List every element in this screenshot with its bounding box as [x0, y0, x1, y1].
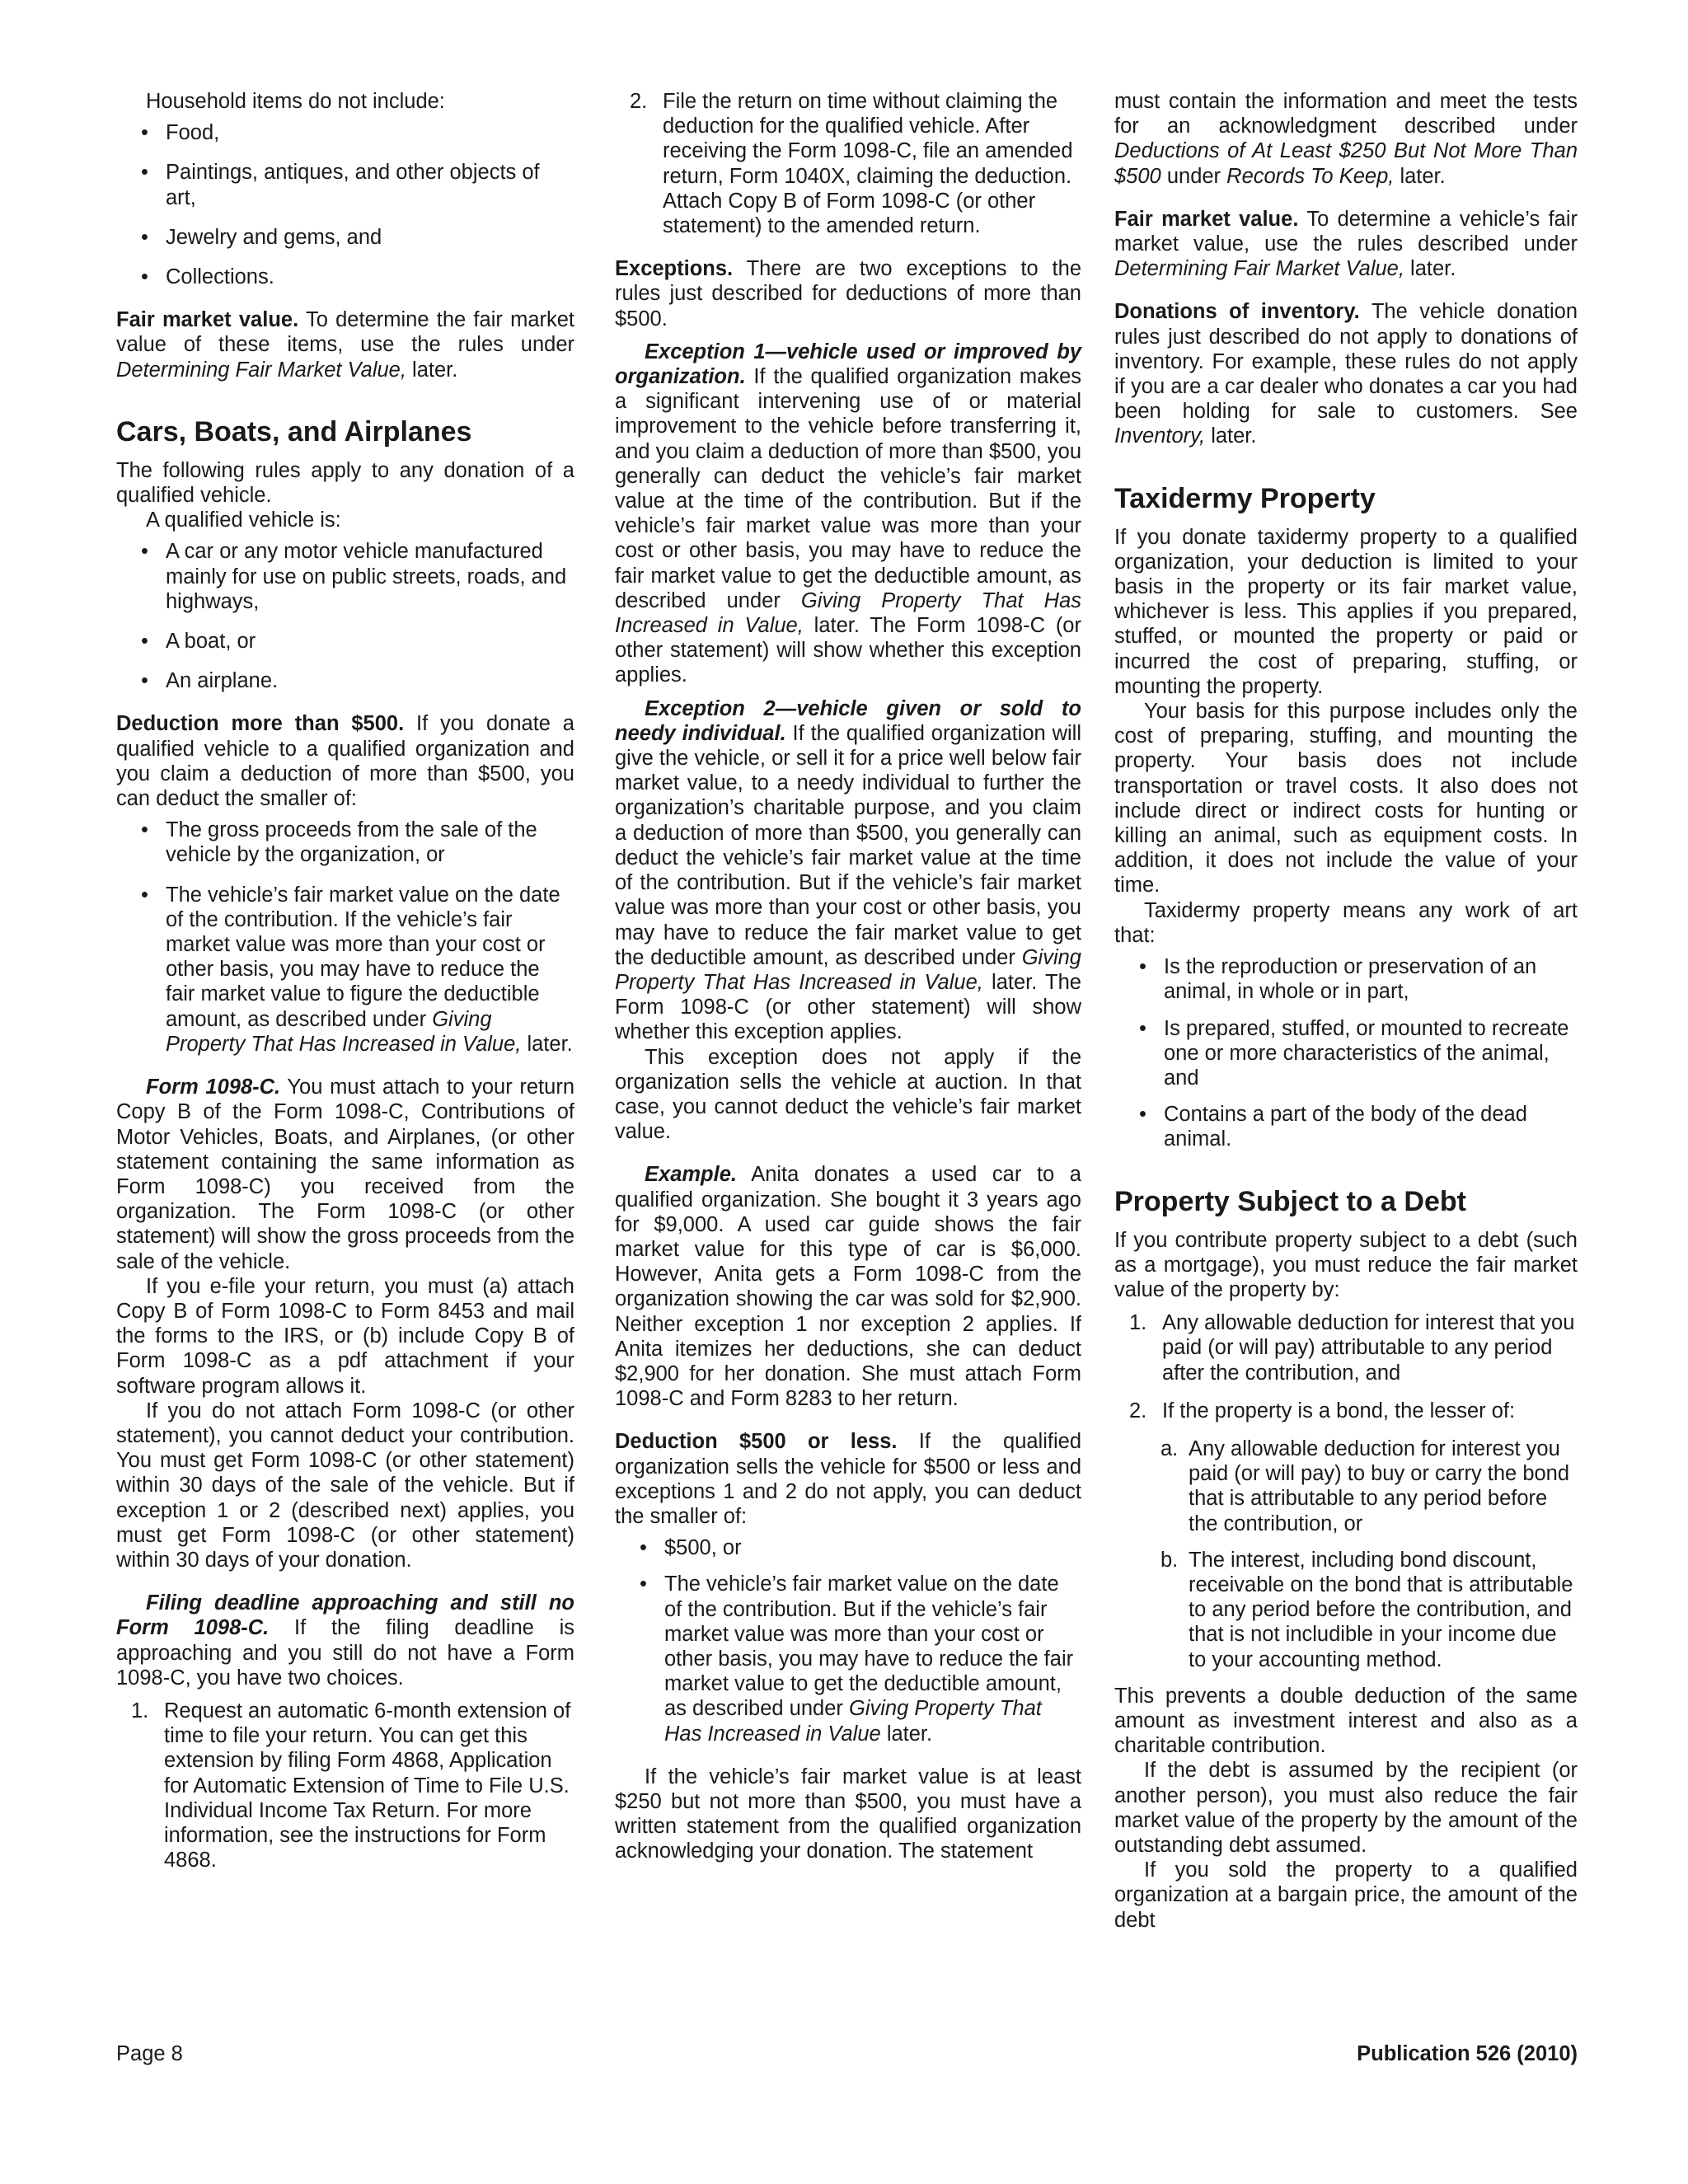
list-item: • Food, [141, 120, 574, 145]
list-item: • Is prepared, stuffed, or mounted to recreate one or more characteristics of the animal, and [1139, 1016, 1578, 1091]
deduction-heading: Deduction more than $500. [116, 712, 405, 736]
qualified-vehicle-list [116, 539, 574, 693]
deduction-500-list [615, 1535, 1081, 1746]
section-title-debt: Property Subject to a Debt [1114, 1185, 1466, 1217]
section-title-cars: Cars, Boats, and Airplanes [116, 415, 472, 448]
list-item: a. Any allowable deduction for interest you paid (or will pay) to buy or carry the bond that is attributable to any period before the contribution, or [1160, 1436, 1570, 1535]
list-item: 2. File the return on time without claiming the deduction for the qualified vehicle. After receiving the Form 1098-C, file an amended return, Form 1040X, claiming the deduction. Attach Copy B of Form 1098-C (or other statement) to the amended return. [630, 90, 1073, 238]
fmv-reference: Determining Fair Market Value, [116, 358, 406, 382]
debt-p3: If the debt is assumed by the recipient (or another person), you must also reduce the fair market value of the property by the amount of the outstanding debt assumed. [1114, 1759, 1578, 1857]
exception1-paragraph: Exception 1—vehicle used or improved by organization. If the qualified organization makes a significant intervening use of or material improvement to the vehicle before transferring it, and you claim a deduction of more than $500, you generally can deduct the vehicle’s fair market value at the time of the contribution. But if the vehicle’s fair market value was more than your cost or other basis, you may have to reduce the fair market value to get the deductible amount, as described under Giving Property That Has Increased in Value, later. The Form 1098-C (or other statement) will show whether this exception applies. [615, 340, 1082, 687]
list-item: • An airplane. [141, 668, 574, 693]
list-item: • The vehicle’s fair market value on the date of the contribution. If the vehicle’s fair market value was more than your cost or other basis, you may have to reduce the fair market value to figure the deductible amount, as described under Giving Property That Has Increased in Value, later. [141, 883, 574, 1057]
example-paragraph: Example. Anita donates a used car to a qualified organization. She bought it 3 years ago for $9,000. A used car guide shows the fair market value for this type of car is $6,000. However, Anita gets a Form 1098-C from the organization showing the car was sold for $2,900. Neither exception 1 nor exception 2 applies. If Anita itemizes her deductions, she can deduct $2,900 for her donation. She must attach Form 1098-C and Form 8283 to her return. [615, 1163, 1081, 1411]
cars-intro: The following rules apply to any donation of a qualified vehicle. [116, 458, 574, 508]
list-item: • The vehicle’s fair market value on the date of the contribution. But if the vehicle’s fair market value was more than your cost or other basis, you may have to reduce the fair market value to get the deductible amount, as described under Giving Property That Has Increased in Value later. [640, 1572, 1081, 1746]
choices-list [116, 1699, 574, 1872]
household-list [116, 120, 574, 289]
exceptions-heading: Exceptions. [615, 257, 734, 281]
list-item: • Collections. [141, 265, 574, 289]
column-middle [615, 89, 1081, 1864]
fmv-250-paragraph: If the vehicle’s fair market value is at least $250 but not more than $500, you must have a written statement from the qualified organization acknowledging your donation. The statement [615, 1765, 1081, 1863]
list-item: • Jewelry and gems, and [141, 225, 574, 250]
form-1098c-heading: Form 1098-C. [146, 1076, 281, 1099]
debt-sublist [1114, 1436, 1578, 1672]
debt-p1: If you contribute property subject to a debt (such as a mortgage), you must reduce the fair market value of the property by: [1114, 1228, 1578, 1301]
list-item: • Contains a part of the body of the dead animal. [1139, 1102, 1578, 1151]
debt-p4: If you sold the property to a qualified organization at a bargain price, the amount of the debt [1114, 1858, 1578, 1932]
household-intro: Household items do not include: [146, 90, 445, 113]
fmv-paragraph: Fair market value. To determine the fair market value of these items, use the rules under Determining Fair Market Value, later. [116, 308, 575, 382]
publication-label: Publication 526 (2010) [1357, 2042, 1578, 2065]
column-right [1114, 89, 1578, 1933]
list-item: 1. Any allowable deduction for interest that you paid (or will pay) attributable to any period after the contribution, and [1129, 1311, 1575, 1385]
list-item: • A boat, or [141, 629, 574, 654]
debt-p2: This prevents a double deduction of the same amount as investment interest and also as a charitable contribution. [1114, 1684, 1578, 1758]
list-item: • Paintings, antiques, and other objects of art, [141, 160, 574, 209]
inventory-heading: Donations of inventory. [1114, 300, 1360, 324]
list-item: • Is the reproduction or preservation of an animal, in whole or in part, [1139, 954, 1578, 1004]
taxidermy-p3: Taxidermy property means any work of art that: [1114, 898, 1578, 947]
section-title-taxidermy: Taxidermy Property [1114, 482, 1376, 514]
example-heading: Example. [645, 1163, 737, 1187]
fmv-heading: Fair market value. [116, 308, 299, 332]
taxidermy-p2: Your basis for this purpose includes only the cost of preparing, stuffing, and mounting the property. Your basis does not include transportation or travel costs. It also does not include direct or indirect costs for hunting or killing an animal, such as equipment costs. In addition, it does not include the value of your time. [1114, 700, 1578, 898]
deduction-list [116, 818, 574, 1057]
page-number: Page 8 [116, 2042, 183, 2065]
form-1098c-paragraph: Form 1098-C. You must attach to your return Copy B of the Form 1098-C, Contributions of Motor Vehicles, Boats, and Airplanes, (or other statement containing the same information as Form 1098-C) you received from the organization. The Form 1098-C (or other statement) will show the gross proceeds from the sale of the vehicle. [116, 1076, 574, 1273]
taxidermy-p1: If you donate taxidermy property to a qualified organization, your deduction is limited to your basis in the property or its fair market value, whichever is less. This applies if you prepared, stuffed, or mounted the property or paid or incurred the cost of preparing, stuffing, or mounting the property. [1114, 525, 1578, 698]
list-item: 1. Request an automatic 6-month extension of time to file your return. You can get this extension by filing Form 4868, Application for Automatic Extension of Time to File U.S. Individual Income Tax Return. For more information, see the instructions for Form 4868. [131, 1699, 571, 1872]
exception1-heading: Exception 1—vehicle used or improved by organization. [615, 340, 1081, 389]
deduction-500-heading: Deduction $500 or less. [615, 1430, 898, 1454]
deduction-more-500: Deduction more than $500. If you donate a qualified vehicle to a qualified organization and you claim a deduction of more than $500, you can deduct the smaller of: [116, 712, 574, 811]
list-item: • $500, or [640, 1535, 1081, 1560]
efile-paragraph: If you e-file your return, you must (a) attach Copy B of Form 1098-C to Form 8453 and mail the forms to the IRS, or (b) include Copy B of Form 1098-C as a pdf attachment if your software program allows it. [116, 1274, 574, 1398]
list-item: b. The interest, including bond discount, receivable on the bond that is attributable to any period before the contribution, and that is not includible in your income due to your accounting method. [1160, 1548, 1573, 1671]
list-item: • A car or any motor vehicle manufactured mainly for use on public streets, roads, and highways, [141, 539, 574, 614]
filing-deadline-paragraph: Filing deadline approaching and still no Form 1098-C. If the filing deadline is approaching and you still do not have a Form 1098-C, you have two choices. [116, 1591, 574, 1690]
auction-paragraph: This exception does not apply if the organization sells the vehicle at auction. In that case, you cannot deduct the vehicle’s fair market value. [615, 1045, 1081, 1144]
vehicle-fmv-heading: Fair market value. [1114, 207, 1299, 231]
exception2-paragraph: Exception 2—vehicle given or sold to needy individual. If the qualified organization will give the vehicle, or sell it for a price well below fair market value, to a needy individual to further the organization’s charitable purpose, and you claim a deduction of more than $500, you generally can deduct the vehicle’s fair market value at the time of the contribution. But if the vehicle’s fair market value was more than your cost or other basis, you may have to reduce the fair market value to get the deductible amount, as described under Giving Property That Has Increased in Value, later. The Form 1098-C (or other statement) will show whether this exception applies. [615, 696, 1081, 1044]
choices-list-continued [615, 89, 1081, 238]
filing-deadline-heading: Filing deadline approaching and still no Form 1098-C. [116, 1591, 574, 1640]
qualified-vehicle-intro: A qualified vehicle is: [146, 509, 341, 532]
vehicle-fmv-paragraph: Fair market value. To determine a vehicle’s fair market value, use the rules described under Determining Fair Market Value, later. [1114, 207, 1578, 281]
deduction-500-or-less: Deduction $500 or less. If the qualified organization sells the vehicle for $500 or less and exceptions 1 and 2 do not apply, you can deduct the smaller of: [615, 1430, 1081, 1528]
list-item: 2. If the property is a bond, the lesser of: [1129, 1399, 1516, 1422]
inventory-paragraph: Donations of inventory. The vehicle donation rules just described do not apply to donations of inventory. For example, these rules do not apply if you are a car dealer who donates a car you had been holding for sale to customers. See Inventory, later. [1114, 300, 1578, 448]
taxidermy-list [1114, 954, 1578, 1151]
acknowledgment-continued: must contain the information and meet the tests for an acknowledgment described under Deductions of At Least $250 But Not More Than $500 under Records To Keep, later. [1114, 90, 1578, 188]
no-attach-paragraph: If you do not attach Form 1098-C (or other statement), you cannot deduct your contribution. You must get Form 1098-C (or other statement) within 30 days of the sale of the vehicle. But if exception 1 or 2 (described next) applies, you must get Form 1098-C (or other statement) within 30 days of your donation. [116, 1399, 574, 1572]
list-item: • The gross proceeds from the sale of the vehicle by the organization, or [141, 818, 574, 867]
column-left [116, 89, 574, 1886]
exception2-heading: Exception 2—vehicle given or sold to needy individual. [615, 696, 1081, 745]
exceptions-paragraph: Exceptions. There are two exceptions to the rules just described for deductions of more than $500. [615, 257, 1082, 330]
debt-list [1114, 1310, 1578, 1423]
